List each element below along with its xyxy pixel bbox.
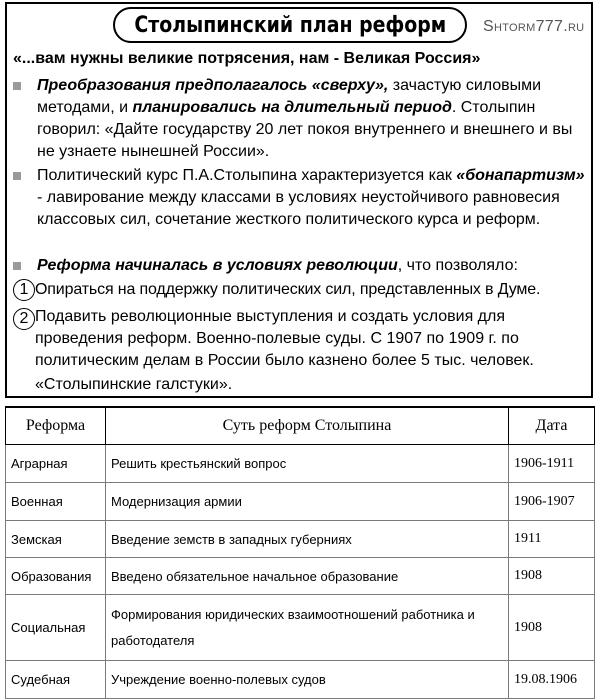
reform-essence-cell: Формирования юридических взаимоотношений работника и работодателя [106, 595, 509, 661]
circled-number-one-icon: 1 [13, 279, 35, 301]
reform-name-cell: Аграрная [6, 445, 106, 483]
epigraph-quote: «...вам нужны великие потрясения, нам - Великая Россия» [13, 50, 481, 67]
reform-date-cell: 19.08.1906 [509, 661, 595, 699]
bullet-square-icon [13, 262, 21, 270]
table-row [6, 445, 595, 483]
emphasis-text: планировались на длительный период [132, 99, 452, 116]
body-text: . Столыпин говорил: «Дайте государству 20 лет покоя внутреннего и внешнего и вы не узнаете нынешней России». [37, 99, 573, 160]
bullet-square-icon [13, 82, 21, 90]
reform-essence-cell: Решить крестьянский вопрос [106, 445, 509, 483]
body-text: , что позволяло: [397, 257, 518, 274]
title-banner [113, 7, 467, 43]
reform-date-cell: 1911 [509, 521, 595, 558]
reform-name-cell: Судебная [6, 661, 106, 699]
reform-name-cell: Социальная [6, 595, 106, 661]
numbered-item-1: Опираться на поддержку политических сил, представленных в Думе. [35, 281, 541, 298]
table-row [6, 558, 595, 595]
circled-number-two-icon: 2 [13, 308, 35, 330]
paragraph-bonapartism [37, 165, 589, 231]
reform-date-cell: 1906-1907 [509, 483, 595, 521]
column-header-reform: Реформа [6, 407, 106, 445]
body-text: Политический курс П.А.Столыпина характеризуется как [37, 167, 457, 184]
site-watermark: Shtorm777.ru [483, 18, 585, 35]
table-row [6, 521, 595, 558]
reform-date-cell: 1908 [509, 595, 595, 661]
reform-name-cell: Военная [6, 483, 106, 521]
table-header-row [6, 407, 595, 445]
numbered-item-2: Подавить революционные выступления и создать условия для проведения реформ. Военно-полевые суды. С 1907 по 1909 г. по политическим делам в России было казнено более 5 тыс. человек. [35, 308, 534, 369]
slide-panel [5, 2, 593, 398]
column-header-date: Дата [509, 407, 595, 445]
paragraph-from-above [37, 75, 589, 163]
page-title: Столыпинский план реформ [134, 12, 446, 38]
reform-essence-cell: Введение земств в западных губерниях [106, 521, 509, 558]
body-text: зачастую силовыми методами, и [37, 77, 542, 116]
reform-essence-cell: Учреждение военно-полевых судов [106, 661, 509, 699]
reform-essence-cell: Модернизация армии [106, 483, 509, 521]
paragraph-revolution [37, 255, 589, 277]
reform-essence-cell: Введено обязательное начальное образование [106, 558, 509, 595]
table-row [6, 483, 595, 521]
column-header-essence: Суть реформ Столыпина [106, 407, 509, 445]
reform-date-cell: 1908 [509, 558, 595, 595]
emphasis-text: «бонапартизм» [456, 167, 585, 184]
reform-name-cell: Образования [6, 558, 106, 595]
reform-name-cell: Земская [6, 521, 106, 558]
bullet-square-icon [13, 172, 21, 180]
emphasis-text: Реформа начиналась в условиях революции [37, 257, 398, 274]
reforms-table [5, 406, 595, 699]
stolypin-ties-note: «Столыпинские галстуки». [35, 376, 233, 393]
table-row [6, 595, 595, 661]
body-text: - лавирование между классами в условиях неустойчивого равновесия классовых сил, сочетание жесткого политического курса и реформ. [37, 189, 560, 228]
emphasis-text: Преобразования предполагалось «сверху», [37, 77, 389, 94]
table-row [6, 661, 595, 699]
reform-date-cell: 1906-1911 [509, 445, 595, 483]
